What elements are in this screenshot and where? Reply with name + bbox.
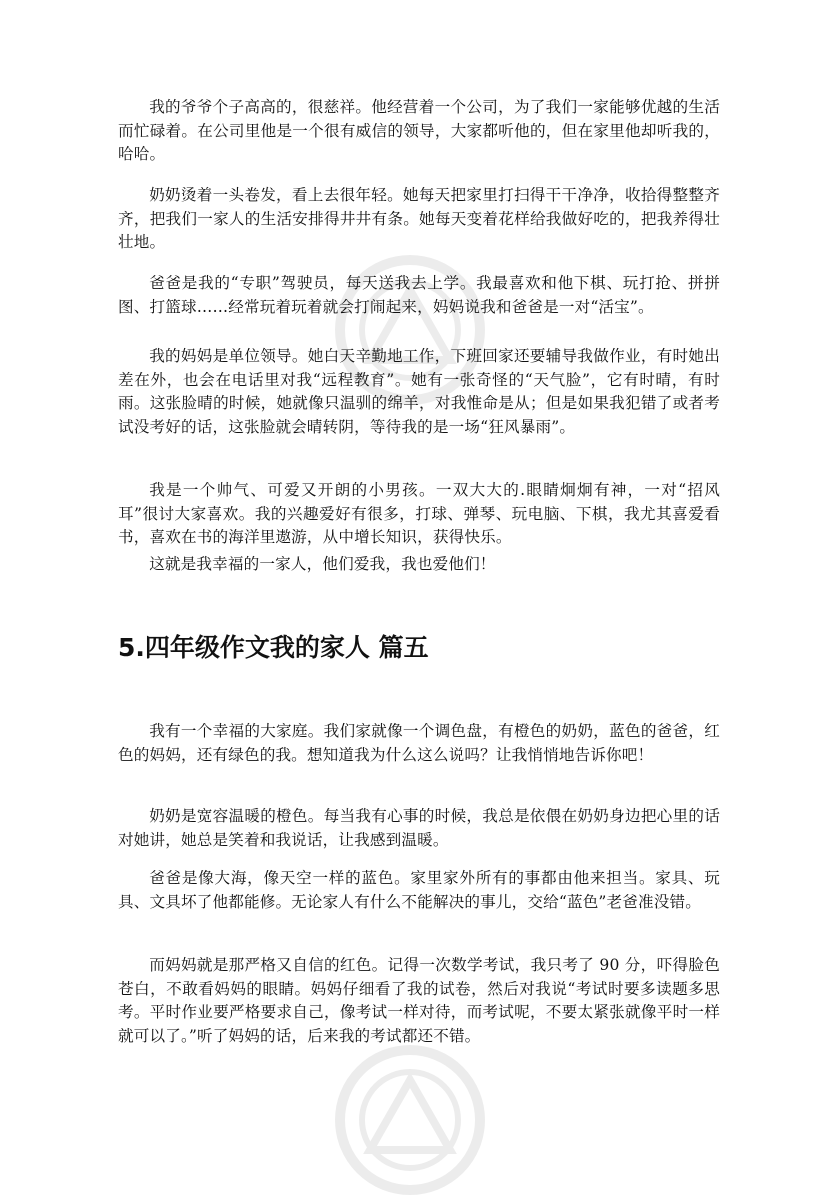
paragraph-text: 爸爸是我的“专职”驾驶员，每天送我去上学。我最喜欢和他下棋、玩打抢、拼拼图、打篮球……经常玩着玩着就会打闹起来，妈妈说我和爸爸是一对“活宝”。 <box>118 274 720 316</box>
paragraph-mom <box>118 345 720 439</box>
paragraph-text: 爸爸是像大海，像天空一样的蓝色。家里家外所有的事都由他来担当。家具、玩具、文具坏了他都能修。无论家人有什么不能解决的事儿，交给“蓝色”老爸准没错。 <box>118 869 720 911</box>
paragraph-text: 奶奶是宽容温暖的橙色。每当我有心事的时候，我总是依偎在奶奶身边把心里的话对她讲，她总是笑着和我说话，让我感到温暖。 <box>118 807 720 849</box>
paragraph-text: 而妈妈就是那严格又自信的红色。记得一次数学考试，我只考了 90 分，吓得脸色苍白，不敢看妈妈的眼睛。妈妈仔细看了我的试卷，然后对我说“考试时要多读题多思考。平时作业要严格要求自己，像考试一样对待，而考试呢，不要太紧张就像平时一样就可以了。”听了妈妈的话，后来我的考试都还不错。 <box>118 956 720 1045</box>
paragraph-me <box>118 479 720 550</box>
paragraph-grandma-orange <box>118 805 720 852</box>
paragraph-intro <box>118 720 720 767</box>
paragraph-text: 我是一个帅气、可爱又开朗的小男孩。一双大大的.眼睛炯炯有神，一对“招风耳”很讨大家喜欢。我的兴趣爱好有很多，打球、弹琴、玩电脑、下棋，我尤其喜爱看书，喜欢在书的海洋里遨游，从中增长知识，获得快乐。 <box>118 481 720 546</box>
paragraph-text: 我的妈妈是单位领导。她白天辛勤地工作，下班回家还要辅导我做作业，有时她出差在外，也会在电话里对我“远程教育”。她有一张奇怪的“天气脸”，它有时晴，有时雨。这张脸晴的时候，她就像只温驯的绵羊，对我惟命是从；但是如果我犯错了或者考试没考好的话，这张脸就会晴转阴，等待我的是一场“狂风暴雨”。 <box>118 347 720 436</box>
paragraph-text: 我的爷爷个子高高的，很慈祥。他经营着一个公司，为了我们一家能够优越的生活而忙碌着。在公司里他是一个很有威信的领导，大家都听他的，但在家里他却听我的，哈哈。 <box>118 98 720 163</box>
paragraph-grandpa <box>118 96 720 167</box>
paragraph-closing <box>118 553 720 577</box>
paragraph-dad <box>118 272 720 319</box>
paragraph-mom-red <box>118 954 720 1048</box>
section-title: 5.四年级作文我的家人 篇五 <box>118 633 429 662</box>
paragraph-text: 我有一个幸福的大家庭。我们家就像一个调色盘，有橙色的奶奶，蓝色的爸爸，红色的妈妈，还有绿色的我。想知道我为什么这么说吗？让我悄悄地告诉你吧！ <box>118 722 720 764</box>
paragraph-text: 奶奶烫着一头卷发，看上去很年轻。她每天把家里打扫得干干净净，收拾得整整齐齐，把我们一家人的生活安排得井井有条。她每天变着花样给我做好吃的，把我养得壮壮地。 <box>118 186 720 251</box>
paragraph-dad-blue <box>118 867 720 914</box>
paragraph-text: 这就是我幸福的一家人，他们爱我，我也爱他们！ <box>149 555 496 573</box>
paragraph-grandma <box>118 184 720 255</box>
watermark-stamp-icon <box>330 1040 490 1200</box>
